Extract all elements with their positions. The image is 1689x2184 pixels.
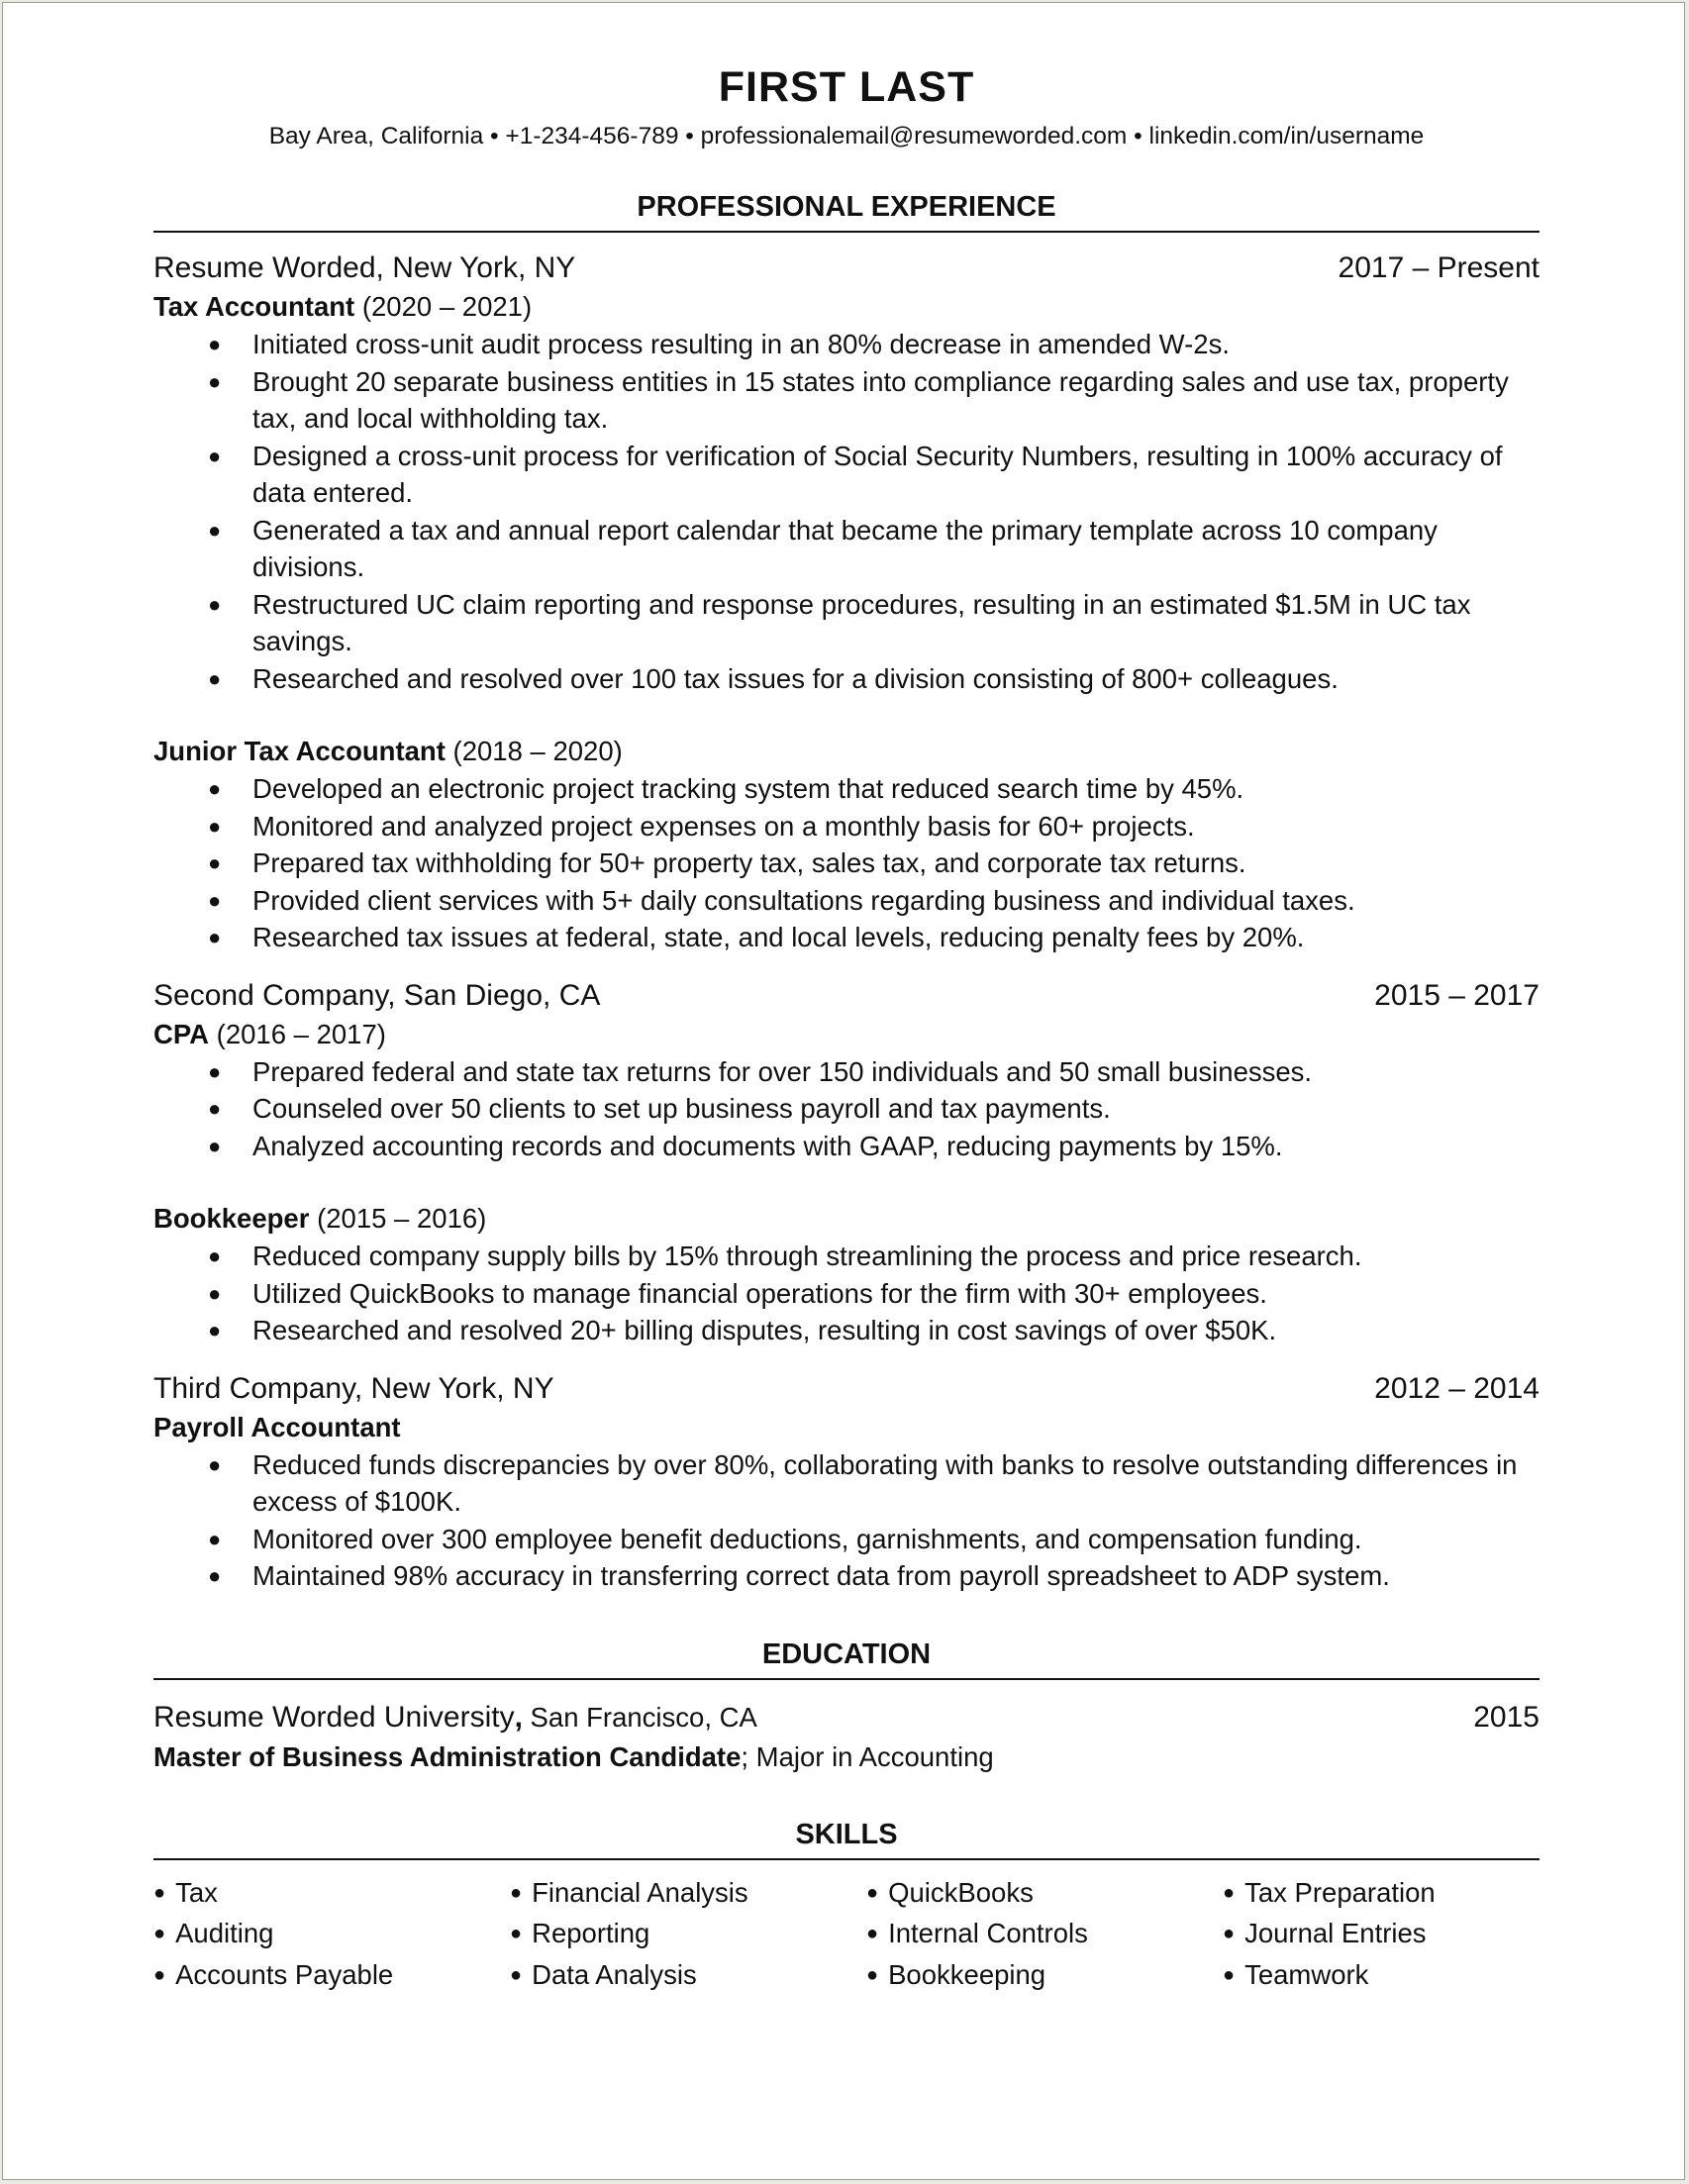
- bullet-text: Analyzed accounting records and documents with GAAP, reducing payments by 15%.: [252, 1130, 1283, 1161]
- bullet-item: [153, 770, 1540, 808]
- bullet-text: Researched tax issues at federal, state, and local levels, reducing penalty fees by 20%.: [252, 922, 1305, 952]
- bullet-item: [153, 660, 1540, 698]
- bullet-item: [153, 326, 1540, 363]
- bullet-item: [153, 586, 1540, 660]
- skill-label: Teamwork: [1244, 1958, 1369, 1990]
- skill-label: Accounts Payable: [175, 1958, 394, 1990]
- company-header: [153, 1369, 1540, 1409]
- skill-item: [510, 1915, 866, 1956]
- school-separator: ,: [514, 1700, 523, 1734]
- company-dates: 2017 – Present: [1338, 251, 1540, 284]
- skill-item: [1223, 1956, 1540, 1998]
- bullet-item: [153, 808, 1540, 845]
- skill-bullet: ●: [510, 1963, 523, 1986]
- role-dates: (2015 – 2016): [309, 1203, 487, 1234]
- skill-label: QuickBooks: [888, 1876, 1034, 1908]
- company-dates: 2015 – 2017: [1374, 978, 1540, 1012]
- bullet-text: Reduced company supply bills by 15% through streamlining the process and price research.: [252, 1241, 1362, 1271]
- bullet-dot: ●: [208, 665, 222, 691]
- education-entry: [153, 1698, 1540, 1737]
- skill-item: [866, 1956, 1223, 1998]
- skill-bullet: ●: [1223, 1923, 1236, 1944]
- skill-label: Internal Controls: [888, 1918, 1088, 1948]
- bullet-dot: ●: [208, 1058, 222, 1084]
- skill-item: [1223, 1874, 1540, 1916]
- bullet-dot: ●: [208, 1318, 222, 1342]
- role-line: [153, 1016, 1540, 1053]
- bullet-text: Monitored over 300 employee benefit deductions, garnishments, and compensation funding.: [252, 1523, 1362, 1554]
- bullet-dot: ●: [208, 443, 222, 468]
- skill-label: Data Analysis: [532, 1958, 697, 1990]
- bullet-dot: ●: [208, 517, 222, 543]
- skill-item: [866, 1915, 1223, 1956]
- bullet-item: [153, 919, 1540, 956]
- bullet-text: Developed an electronic project tracking system that reduced search time by 45%.: [252, 773, 1244, 804]
- bullet-item: [153, 1312, 1540, 1349]
- bullet-item: [153, 1053, 1540, 1091]
- company-dates: 2012 – 2014: [1374, 1371, 1540, 1405]
- degree-line: [153, 1737, 1540, 1777]
- skill-label: Journal Entries: [1244, 1918, 1427, 1948]
- role-line: [153, 288, 1540, 326]
- company-header: [153, 976, 1540, 1016]
- resume-content: [153, 60, 1540, 1997]
- role-line: [153, 1409, 1540, 1446]
- degree-name: Master of Business Administration Candidate: [153, 1740, 742, 1772]
- section-divider: [153, 231, 1540, 233]
- school-location: San Francisco, CA: [522, 1701, 757, 1733]
- skill-label: Reporting: [532, 1918, 650, 1948]
- bullet-dot: ●: [208, 776, 222, 801]
- bullet-text: Researched and resolved over 100 tax issues for a division consisting of 800+ colleagues.: [252, 662, 1339, 694]
- skill-item: [153, 1956, 510, 1998]
- experience-heading: PROFESSIONAL EXPERIENCE: [637, 191, 1056, 223]
- bullet-item: [153, 1446, 1540, 1521]
- skill-bullet: ●: [1223, 1881, 1236, 1904]
- bullet-text: Restructured UC claim reporting and response procedures, resulting in an estimated $1.5M in UC tax savings.: [252, 588, 1471, 656]
- bullet-list: [153, 1238, 1540, 1349]
- skill-item: [1223, 1915, 1540, 1956]
- experience-list: [153, 248, 1540, 1595]
- bullet-text: Researched and resolved 20+ billing disputes, resulting in cost savings of over $50K.: [252, 1315, 1277, 1345]
- company-name: Third Company, New York, NY: [153, 1371, 554, 1405]
- skill-bullet: ●: [1223, 1963, 1236, 1986]
- bullet-text: Designed a cross-unit process for verification of Social Security Numbers, resulting in 100% accuracy of data entered.: [252, 440, 1503, 508]
- role-line: [153, 1200, 1540, 1238]
- skill-item: [866, 1874, 1223, 1916]
- role-title: CPA: [153, 1018, 210, 1049]
- bullet-list: [153, 770, 1540, 956]
- skill-label: Bookkeeping: [888, 1958, 1046, 1990]
- bullet-dot: ●: [208, 925, 222, 949]
- bullet-list: [153, 326, 1540, 697]
- bullet-text: Brought 20 separate business entities in 15 states into compliance regarding sales and use tax, property tax, and local withholding tax.: [252, 365, 1509, 434]
- company-header: [153, 248, 1540, 288]
- bullet-item: [153, 1521, 1540, 1558]
- bullet-text: Utilized QuickBooks to manage financial operations for the firm with 30+ employees.: [252, 1277, 1267, 1309]
- bullet-dot: ●: [208, 1243, 222, 1268]
- bullet-item: [153, 1128, 1540, 1165]
- bullet-list: [153, 1053, 1540, 1165]
- bullet-text: Generated a tax and annual report calendar that became the primary template across 10 company divisions.: [252, 514, 1438, 582]
- degree-major: ; Major in Accounting: [741, 1740, 994, 1772]
- bullet-dot: ●: [208, 850, 222, 875]
- skill-item: [510, 1874, 866, 1916]
- bullet-text: Prepared federal and state tax returns for over 150 individuals and 50 small businesses.: [252, 1055, 1313, 1087]
- education-year: 2015: [1473, 1700, 1540, 1734]
- skill-bullet: ●: [510, 1923, 523, 1944]
- skills-heading: SKILLS: [795, 1818, 898, 1850]
- bullet-dot: ●: [208, 1451, 222, 1477]
- school-name: Resume Worded University: [153, 1700, 515, 1734]
- bullet-item: [153, 1238, 1540, 1275]
- skill-item: [153, 1874, 510, 1916]
- role-title: Junior Tax Accountant: [153, 736, 446, 766]
- skill-bullet: ●: [866, 1963, 879, 1986]
- role-line: [153, 733, 1540, 770]
- bullet-dot: ●: [208, 1096, 222, 1121]
- bullet-list: [153, 1446, 1540, 1595]
- skill-bullet: ●: [153, 1963, 166, 1986]
- bullet-item: [153, 844, 1540, 882]
- candidate-name: FIRST LAST: [718, 63, 975, 111]
- bullet-text: Provided client services with 5+ daily consultations regarding business and individual taxes.: [252, 884, 1355, 916]
- bullet-item: [153, 1275, 1540, 1313]
- bullet-text: Maintained 98% accuracy in transferring correct data from payroll spreadsheet to ADP system.: [252, 1560, 1390, 1591]
- bullet-dot: ●: [208, 1133, 222, 1158]
- resume-page: [2, 2, 1685, 2180]
- bullet-text: Initiated cross-unit audit process resulting in an 80% decrease in amended W-2s.: [252, 329, 1230, 359]
- role-dates: (2020 – 2021): [354, 291, 533, 322]
- bullet-item: [153, 882, 1540, 920]
- skill-bullet: ●: [866, 1881, 879, 1904]
- education-heading: EDUCATION: [761, 1638, 932, 1670]
- bullet-dot: ●: [208, 1563, 222, 1588]
- bullet-item: [153, 1090, 1540, 1128]
- skill-item: [510, 1956, 866, 1998]
- school-line: [153, 1698, 757, 1737]
- role-dates: (2016 – 2017): [209, 1018, 386, 1049]
- role-dates: (2018 – 2020): [445, 736, 623, 766]
- bullet-item: [153, 438, 1540, 512]
- company-block: [153, 1369, 1540, 1595]
- bullet-text: Reduced funds discrepancies by over 80%, collaborating with banks to resolve outstanding differences in excess of $100K.: [252, 1448, 1518, 1517]
- bullet-dot: ●: [208, 332, 222, 356]
- bullet-item: [153, 512, 1540, 586]
- company-name: Resume Worded, New York, NY: [153, 251, 576, 284]
- skill-item: [153, 1915, 510, 1956]
- role-title: Tax Accountant: [153, 291, 355, 322]
- bullet-dot: ●: [208, 813, 222, 839]
- skill-bullet: ●: [153, 1923, 166, 1944]
- skill-label: Tax: [175, 1876, 218, 1908]
- bullet-dot: ●: [208, 1280, 222, 1306]
- skill-label: Auditing: [175, 1918, 274, 1948]
- role-title: Bookkeeper: [153, 1203, 310, 1234]
- section-divider: [153, 1678, 1540, 1680]
- company-block: [153, 248, 1540, 956]
- bullet-item: [153, 1557, 1540, 1595]
- bullet-dot: ●: [208, 1526, 222, 1551]
- skill-label: Financial Analysis: [532, 1876, 748, 1908]
- skill-bullet: ●: [153, 1881, 166, 1904]
- section-divider: [153, 1858, 1540, 1860]
- role-title: Payroll Accountant: [153, 1411, 401, 1442]
- company-name: Second Company, San Diego, CA: [153, 978, 601, 1012]
- skill-bullet: ●: [866, 1923, 879, 1944]
- bullet-text: Counseled over 50 clients to set up business payroll and tax payments.: [252, 1093, 1111, 1124]
- bullet-dot: ●: [208, 591, 222, 617]
- bullet-text: Prepared tax withholding for 50+ property tax, sales tax, and corporate tax returns.: [252, 847, 1246, 878]
- bullet-item: [153, 363, 1540, 438]
- bullet-text: Monitored and analyzed project expenses on a monthly basis for 60+ projects.: [252, 810, 1195, 842]
- skills-grid: [153, 1874, 1540, 1998]
- company-block: [153, 976, 1540, 1349]
- contact-line: Bay Area, California • +1-234-456-789 • professionalemail@resumeworded.com • linkedin.com/in/username: [268, 123, 1425, 149]
- bullet-dot: ●: [208, 368, 222, 394]
- skill-label: Tax Preparation: [1244, 1876, 1436, 1908]
- bullet-dot: ●: [208, 887, 222, 913]
- skill-bullet: ●: [510, 1881, 523, 1904]
